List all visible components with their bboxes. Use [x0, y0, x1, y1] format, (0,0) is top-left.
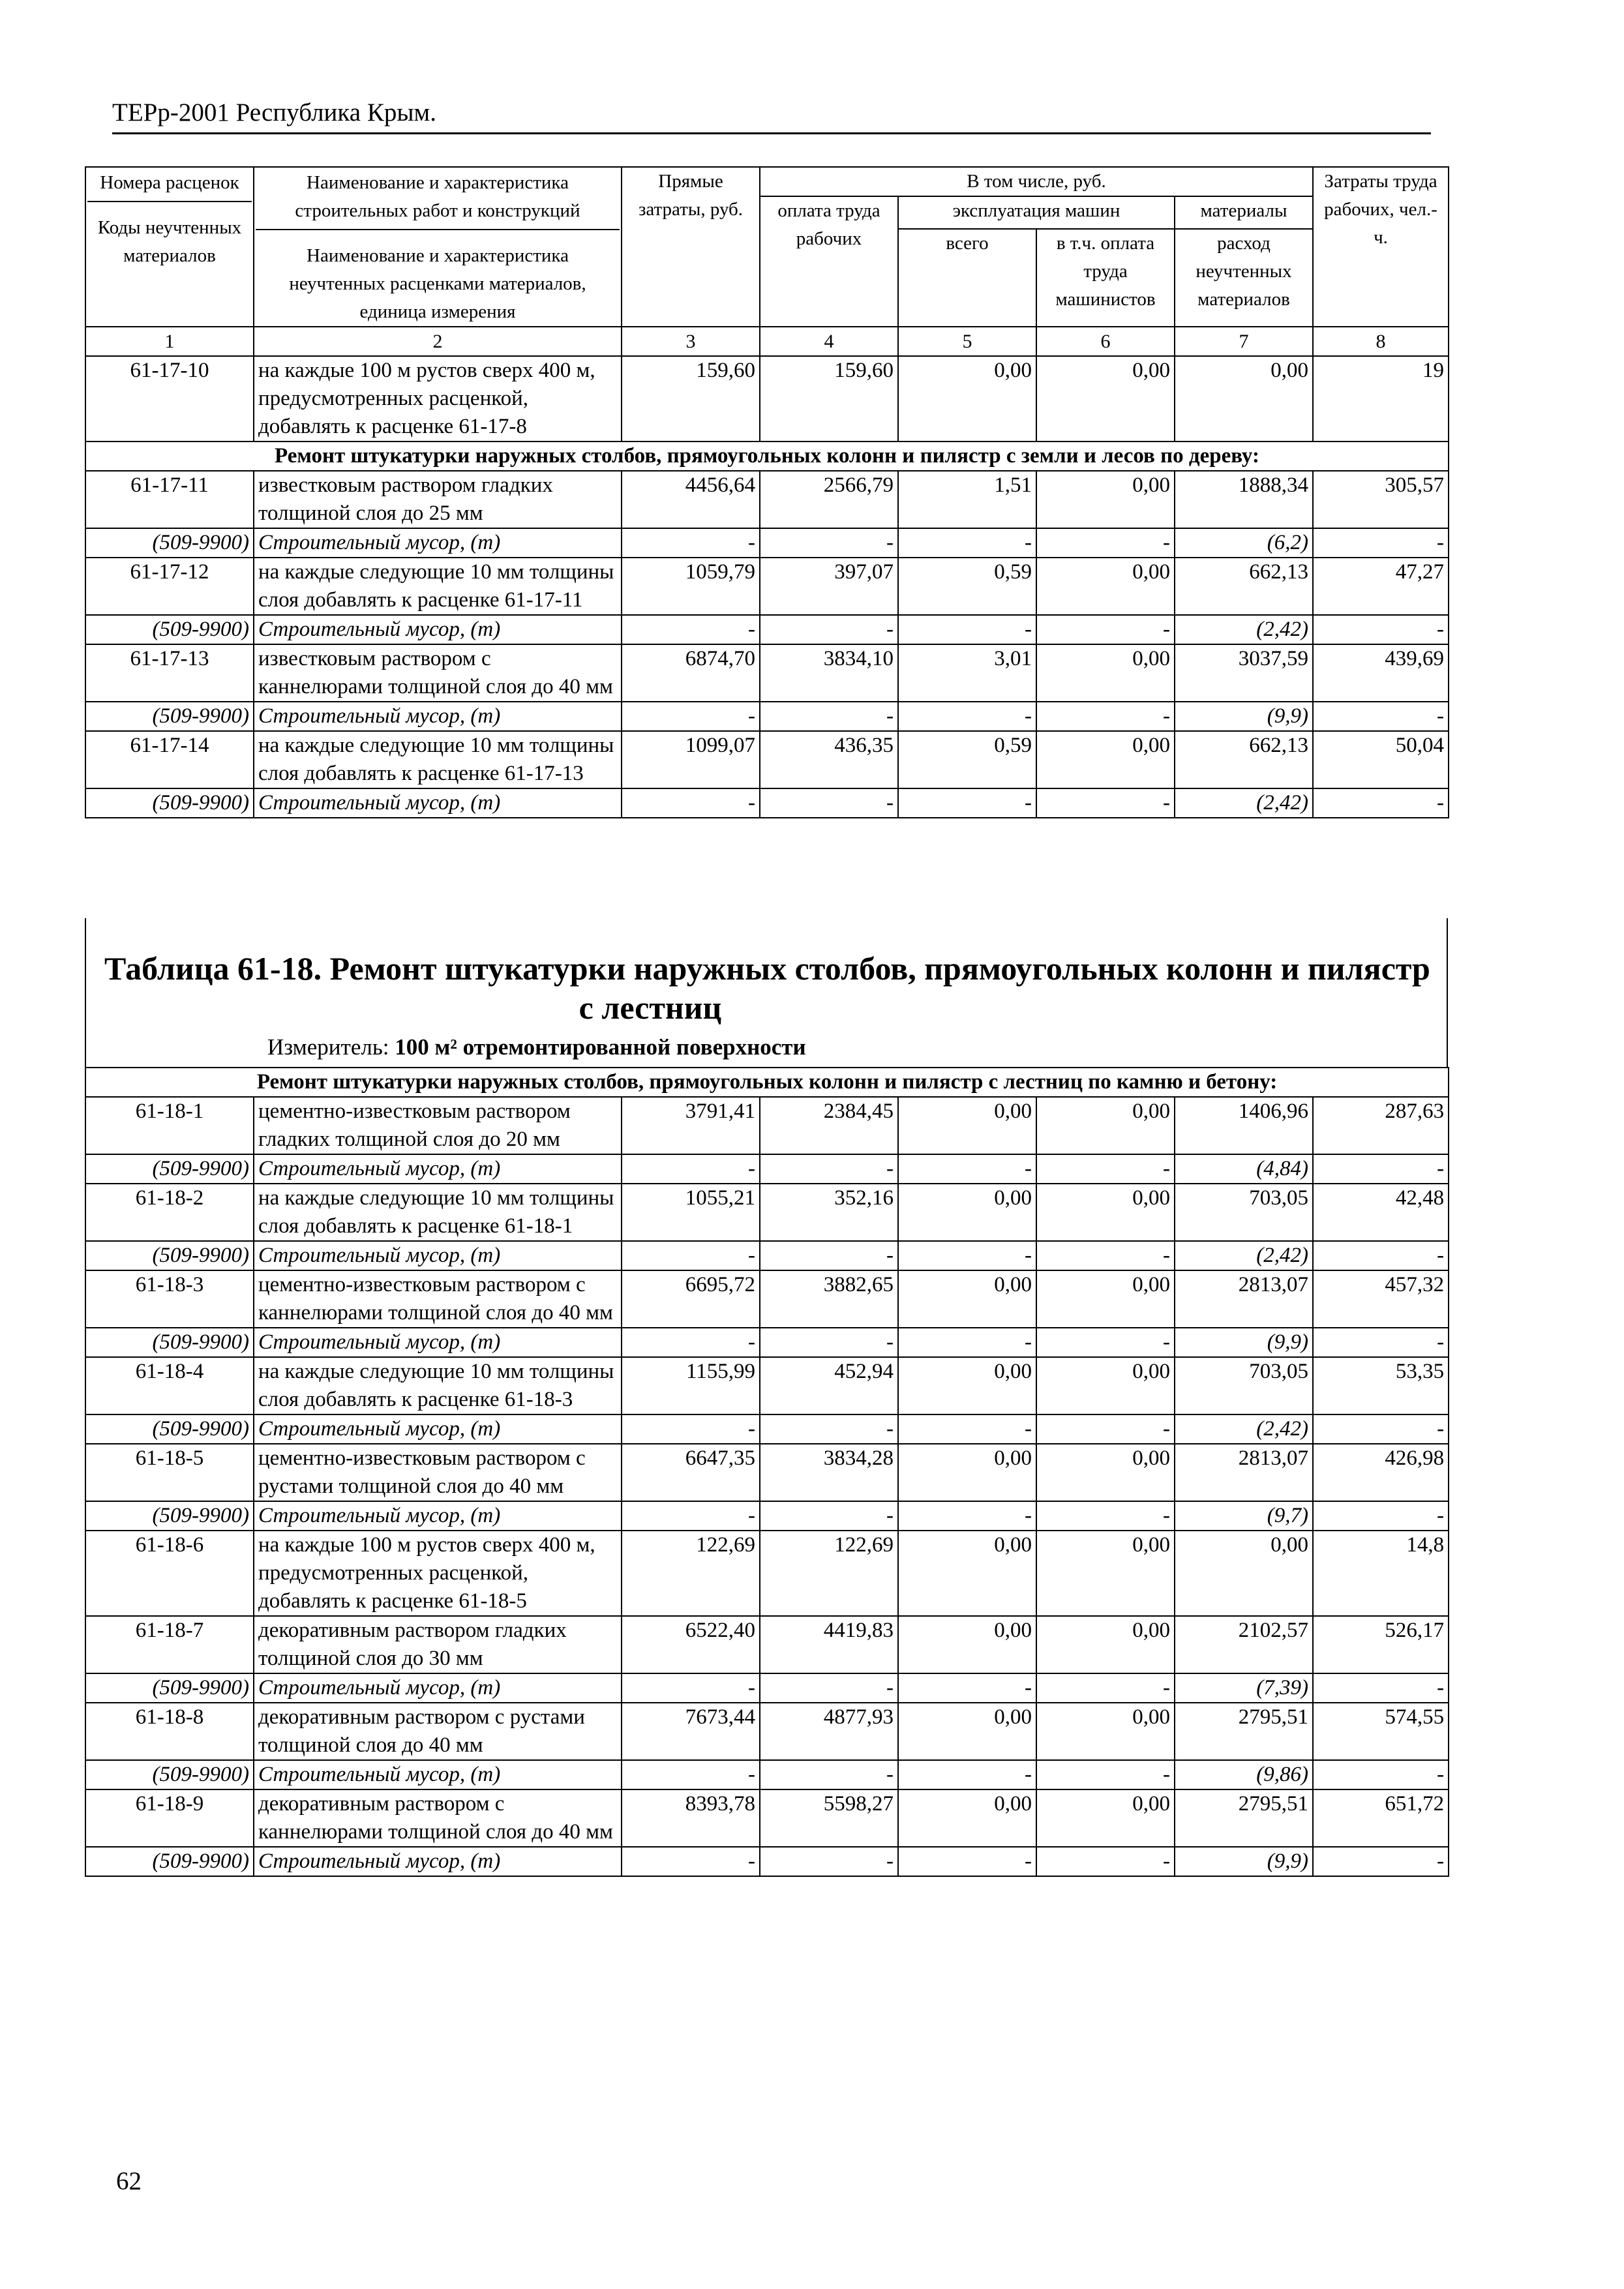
material-value: -: [760, 1241, 898, 1270]
machinist-cost: 0,00: [1036, 356, 1175, 441]
material-row: [85, 1328, 1449, 1357]
material-row: [85, 528, 1449, 558]
labor-hours: 439,69: [1313, 644, 1449, 702]
rate-row: [85, 1097, 1449, 1154]
rate-row: [85, 558, 1449, 615]
material-value: -: [898, 702, 1036, 731]
rate-row: [85, 1270, 1449, 1328]
material-code: (509-9900): [85, 1501, 254, 1531]
material-value: (9,86): [1175, 1760, 1313, 1789]
material-value: -: [898, 788, 1036, 818]
material-value: (6,2): [1175, 528, 1313, 558]
labor-cost: 436,35: [760, 731, 898, 788]
section-title: Ремонт штукатурки наружных столбов, прямоугольных колонн и пилястр с лестниц по камню и бетону:: [85, 1068, 1449, 1097]
material-code: (509-9900): [85, 1673, 254, 1703]
material-value: -: [898, 528, 1036, 558]
material-value: -: [898, 1847, 1036, 1876]
col-number: 5: [898, 327, 1036, 356]
materials-cost: 703,05: [1175, 1184, 1313, 1241]
direct-cost: 6522,40: [622, 1616, 760, 1673]
rate-code: 61-18-7: [85, 1616, 254, 1673]
rate-code: 61-18-8: [85, 1703, 254, 1760]
col-number: 2: [254, 327, 622, 356]
material-value: -: [1313, 1847, 1449, 1876]
material-value: -: [622, 1241, 760, 1270]
material-value: -: [898, 1673, 1036, 1703]
material-code: (509-9900): [85, 528, 254, 558]
machine-cost: 0,00: [898, 1616, 1036, 1673]
material-row: [85, 788, 1449, 818]
labor-cost: 3882,65: [760, 1270, 898, 1328]
materials-cost: 662,13: [1175, 731, 1313, 788]
header-rule: [112, 132, 1431, 134]
col-number: 4: [760, 327, 898, 356]
material-row: [85, 1501, 1449, 1531]
material-code: (509-9900): [85, 1241, 254, 1270]
rate-name: цементно-известковым раствором с каннелюрами толщиной слоя до 40 мм: [254, 1270, 622, 1328]
rate-name: на каждые 100 м рустов сверх 400 м, предусмотренных расценкой, добавлять к расценке 61-18-5: [254, 1531, 622, 1616]
rate-name: известковым раствором гладких толщиной слоя до 25 мм: [254, 471, 622, 528]
material-value: -: [898, 1328, 1036, 1357]
measure-value: 100 м² отремонтированной поверхности: [395, 1034, 806, 1060]
material-value: -: [1313, 1673, 1449, 1703]
machine-cost: 1,51: [898, 471, 1036, 528]
material-value: -: [898, 1154, 1036, 1184]
labor-cost: 159,60: [760, 356, 898, 441]
machine-cost: 3,01: [898, 644, 1036, 702]
material-value: -: [760, 1501, 898, 1531]
material-row: [85, 1673, 1449, 1703]
rate-code: 61-18-6: [85, 1531, 254, 1616]
measure-label: Измеритель:: [267, 1034, 389, 1060]
col-header-machines: эксплуатация машин: [898, 196, 1175, 229]
rate-code: 61-18-9: [85, 1789, 254, 1847]
material-value: -: [1036, 528, 1175, 558]
material-value: -: [898, 615, 1036, 644]
machine-cost: 0,00: [898, 356, 1036, 441]
materials-cost: 2813,07: [1175, 1270, 1313, 1328]
machine-cost: 0,00: [898, 1703, 1036, 1760]
rate-row: [85, 1616, 1449, 1673]
machinist-cost: 0,00: [1036, 1357, 1175, 1414]
machinist-cost: 0,00: [1036, 1097, 1175, 1154]
material-name: Строительный мусор, (т): [254, 1760, 622, 1789]
labor-hours: 42,48: [1313, 1184, 1449, 1241]
material-row: [85, 1760, 1449, 1789]
material-value: -: [622, 1760, 760, 1789]
material-value: -: [1036, 1241, 1175, 1270]
materials-cost: 0,00: [1175, 356, 1313, 441]
material-value: -: [760, 528, 898, 558]
col-header-mat-usage: расход неучтенных материалов: [1175, 229, 1313, 327]
col-number: 3: [622, 327, 760, 356]
material-value: (2,42): [1175, 788, 1313, 818]
material-value: -: [622, 1414, 760, 1444]
material-value: -: [1313, 1501, 1449, 1531]
material-value: -: [1036, 1760, 1175, 1789]
material-value: -: [1313, 788, 1449, 818]
rates-table-top: [85, 166, 1449, 818]
labor-hours: 574,55: [1313, 1703, 1449, 1760]
col-header-codes: [85, 167, 254, 327]
material-value: -: [898, 1760, 1036, 1789]
direct-cost: 1059,79: [622, 558, 760, 615]
rate-name: на каждые следующие 10 мм толщины слоя добавлять к расценке 61-18-3: [254, 1357, 622, 1414]
rate-row: [85, 1184, 1449, 1241]
material-value: -: [760, 1328, 898, 1357]
machinist-cost: 0,00: [1036, 558, 1175, 615]
material-value: -: [1036, 1154, 1175, 1184]
table-title-line1: Таблица 61-18. Ремонт штукатурки наружных столбов, прямоугольных колонн и пилястр: [104, 950, 1430, 987]
rate-code: 61-17-10: [85, 356, 254, 441]
rate-code: 61-17-12: [85, 558, 254, 615]
labor-cost: 452,94: [760, 1357, 898, 1414]
material-code: (509-9900): [85, 702, 254, 731]
machinist-cost: 0,00: [1036, 1789, 1175, 1847]
material-row: [85, 1241, 1449, 1270]
labor-hours: 50,04: [1313, 731, 1449, 788]
machine-cost: 0,00: [898, 1444, 1036, 1501]
section-row: [85, 1068, 1449, 1097]
col-header-codes-bottom: Коды неучтенных материалов: [97, 217, 242, 266]
material-value: -: [1036, 1847, 1175, 1876]
material-value: -: [1313, 1328, 1449, 1357]
machine-cost: 0,00: [898, 1357, 1036, 1414]
rate-row: [85, 1357, 1449, 1414]
material-value: (4,84): [1175, 1154, 1313, 1184]
table-title-block: [85, 918, 1448, 1067]
rate-name: на каждые следующие 10 мм толщины слоя добавлять к расценке 61-17-11: [254, 558, 622, 615]
labor-hours: 53,35: [1313, 1357, 1449, 1414]
material-value: -: [622, 528, 760, 558]
materials-cost: 2102,57: [1175, 1616, 1313, 1673]
rate-code: 61-18-3: [85, 1270, 254, 1328]
material-value: -: [1036, 1501, 1175, 1531]
measure-line: [267, 1034, 806, 1060]
material-value: -: [898, 1501, 1036, 1531]
rate-row: [85, 1444, 1449, 1501]
machinist-cost: 0,00: [1036, 1444, 1175, 1501]
material-row: [85, 1154, 1449, 1184]
material-value: -: [622, 1328, 760, 1357]
direct-cost: 4456,64: [622, 471, 760, 528]
material-value: -: [622, 615, 760, 644]
material-value: -: [622, 1154, 760, 1184]
direct-cost: 3791,41: [622, 1097, 760, 1154]
material-value: -: [1313, 528, 1449, 558]
material-value: -: [1313, 615, 1449, 644]
material-name: Строительный мусор, (т): [254, 788, 622, 818]
material-name: Строительный мусор, (т): [254, 1154, 622, 1184]
material-name: Строительный мусор, (т): [254, 528, 622, 558]
material-code: (509-9900): [85, 1847, 254, 1876]
material-value: -: [1313, 1241, 1449, 1270]
rate-name: декоративным раствором с каннелюрами толщиной слоя до 40 мм: [254, 1789, 622, 1847]
materials-cost: 3037,59: [1175, 644, 1313, 702]
rate-row: [85, 1789, 1449, 1847]
rate-code: 61-17-11: [85, 471, 254, 528]
material-value: (2,42): [1175, 1241, 1313, 1270]
direct-cost: 7673,44: [622, 1703, 760, 1760]
col-header-hours: Затраты труда рабочих, чел.-ч.: [1313, 167, 1449, 327]
rate-row: [85, 1703, 1449, 1760]
material-value: -: [1036, 615, 1175, 644]
labor-hours: 526,17: [1313, 1616, 1449, 1673]
material-code: (509-9900): [85, 1154, 254, 1184]
material-value: -: [622, 702, 760, 731]
material-value: (9,9): [1175, 1847, 1313, 1876]
labor-cost: 2384,45: [760, 1097, 898, 1154]
machine-cost: 0,00: [898, 1531, 1036, 1616]
material-value: (9,7): [1175, 1501, 1313, 1531]
direct-cost: 159,60: [622, 356, 760, 441]
materials-cost: 2795,51: [1175, 1703, 1313, 1760]
machinist-cost: 0,00: [1036, 731, 1175, 788]
machine-cost: 0,00: [898, 1097, 1036, 1154]
rate-code: 61-18-5: [85, 1444, 254, 1501]
col-number: 8: [1313, 327, 1449, 356]
materials-cost: 2813,07: [1175, 1444, 1313, 1501]
col-header-codes-top: Номера расценок: [87, 168, 252, 202]
material-value: -: [1313, 702, 1449, 731]
material-value: -: [898, 1241, 1036, 1270]
material-value: -: [760, 1847, 898, 1876]
col-header-name-top: Наименование и характеристика строительных работ и конструкций: [256, 168, 620, 230]
labor-hours: 19: [1313, 356, 1449, 441]
direct-cost: 1099,07: [622, 731, 760, 788]
material-name: Строительный мусор, (т): [254, 1414, 622, 1444]
rate-row: [85, 471, 1449, 528]
material-name: Строительный мусор, (т): [254, 1673, 622, 1703]
labor-cost: 4877,93: [760, 1703, 898, 1760]
rate-row: [85, 356, 1449, 441]
labor-cost: 3834,10: [760, 644, 898, 702]
material-row: [85, 615, 1449, 644]
machinist-cost: 0,00: [1036, 1184, 1175, 1241]
material-value: (2,42): [1175, 615, 1313, 644]
column-numbers-row: [85, 327, 1449, 356]
material-value: -: [898, 1414, 1036, 1444]
rate-name: цементно-известковым раствором с рустами толщиной слоя до 40 мм: [254, 1444, 622, 1501]
material-value: -: [760, 615, 898, 644]
col-header-labor: оплата труда рабочих: [760, 196, 898, 327]
rate-code: 61-18-2: [85, 1184, 254, 1241]
material-value: -: [1036, 788, 1175, 818]
labor-cost: 2566,79: [760, 471, 898, 528]
labor-cost: 397,07: [760, 558, 898, 615]
labor-hours: 426,98: [1313, 1444, 1449, 1501]
material-name: Строительный мусор, (т): [254, 1501, 622, 1531]
labor-hours: 457,32: [1313, 1270, 1449, 1328]
rate-code: 61-18-1: [85, 1097, 254, 1154]
material-value: -: [1036, 1328, 1175, 1357]
material-value: -: [622, 788, 760, 818]
rate-name: цементно-известковым раствором гладких толщиной слоя до 20 мм: [254, 1097, 622, 1154]
material-row: [85, 1847, 1449, 1876]
labor-cost: 122,69: [760, 1531, 898, 1616]
material-value: -: [760, 1414, 898, 1444]
col-header-incl: В том числе, руб.: [760, 167, 1313, 196]
material-code: (509-9900): [85, 615, 254, 644]
rate-name: известковым раствором с каннелюрами толщиной слоя до 40 мм: [254, 644, 622, 702]
machine-cost: 0,59: [898, 731, 1036, 788]
materials-cost: 1406,96: [1175, 1097, 1313, 1154]
col-header-materials: материалы: [1175, 196, 1313, 229]
rate-row: [85, 644, 1449, 702]
material-row: [85, 1414, 1449, 1444]
labor-hours: 47,27: [1313, 558, 1449, 615]
machine-cost: 0,59: [898, 558, 1036, 615]
machinist-cost: 0,00: [1036, 1270, 1175, 1328]
labor-hours: 14,8: [1313, 1531, 1449, 1616]
material-name: Строительный мусор, (т): [254, 1847, 622, 1876]
machinist-cost: 0,00: [1036, 644, 1175, 702]
direct-cost: 1055,21: [622, 1184, 760, 1241]
material-value: -: [760, 1673, 898, 1703]
material-value: -: [760, 1154, 898, 1184]
material-value: (9,9): [1175, 702, 1313, 731]
direct-cost: 6874,70: [622, 644, 760, 702]
labor-hours: 287,63: [1313, 1097, 1449, 1154]
direct-cost: 6647,35: [622, 1444, 760, 1501]
material-name: Строительный мусор, (т): [254, 615, 622, 644]
col-number: 6: [1036, 327, 1175, 356]
direct-cost: 122,69: [622, 1531, 760, 1616]
labor-hours: 305,57: [1313, 471, 1449, 528]
material-code: (509-9900): [85, 1760, 254, 1789]
material-value: -: [622, 1501, 760, 1531]
material-code: (509-9900): [85, 788, 254, 818]
direct-cost: 1155,99: [622, 1357, 760, 1414]
page-header-title: ТЕРр-2001 Республика Крым.: [112, 98, 436, 127]
direct-cost: 6695,72: [622, 1270, 760, 1328]
material-value: -: [760, 1760, 898, 1789]
machine-cost: 0,00: [898, 1789, 1036, 1847]
labor-cost: 4419,83: [760, 1616, 898, 1673]
rate-code: 61-17-13: [85, 644, 254, 702]
section-row: [85, 441, 1449, 471]
material-code: (509-9900): [85, 1328, 254, 1357]
material-value: (2,42): [1175, 1414, 1313, 1444]
material-name: Строительный мусор, (т): [254, 702, 622, 731]
rates-table-bottom: [85, 1067, 1449, 1877]
machine-cost: 0,00: [898, 1184, 1036, 1241]
material-value: -: [760, 702, 898, 731]
material-name: Строительный мусор, (т): [254, 1241, 622, 1270]
labor-cost: 352,16: [760, 1184, 898, 1241]
table-title-line2-wrap: [86, 989, 1449, 1026]
machinist-cost: 0,00: [1036, 1703, 1175, 1760]
material-value: -: [1313, 1414, 1449, 1444]
material-value: (7,39): [1175, 1673, 1313, 1703]
rate-code: 61-18-4: [85, 1357, 254, 1414]
table-title-line2: с лестниц: [579, 989, 722, 1026]
materials-cost: 703,05: [1175, 1357, 1313, 1414]
material-value: -: [1036, 1414, 1175, 1444]
rate-name: на каждые 100 м рустов сверх 400 м, предусмотренных расценкой, добавлять к расценке 61-17-8: [254, 356, 622, 441]
col-header-name: [254, 167, 622, 327]
machinist-cost: 0,00: [1036, 1616, 1175, 1673]
labor-cost: 5598,27: [760, 1789, 898, 1847]
material-value: -: [1313, 1760, 1449, 1789]
material-code: (509-9900): [85, 1414, 254, 1444]
material-name: Строительный мусор, (т): [254, 1328, 622, 1357]
col-header-mach-total: всего: [898, 229, 1036, 327]
material-value: -: [622, 1673, 760, 1703]
machinist-cost: 0,00: [1036, 471, 1175, 528]
material-value: -: [1036, 702, 1175, 731]
col-number: 7: [1175, 327, 1313, 356]
material-value: -: [622, 1847, 760, 1876]
col-header-direct: Прямые затраты, руб.: [622, 167, 760, 327]
section-title: Ремонт штукатурки наружных столбов, прямоугольных колонн и пилястр с земли и лесов по дереву:: [85, 441, 1449, 471]
labor-hours: 651,72: [1313, 1789, 1449, 1847]
materials-cost: 2795,51: [1175, 1789, 1313, 1847]
rate-name: на каждые следующие 10 мм толщины слоя добавлять к расценке 61-18-1: [254, 1184, 622, 1241]
materials-cost: 0,00: [1175, 1531, 1313, 1616]
material-value: -: [1313, 1154, 1449, 1184]
rate-row: [85, 731, 1449, 788]
material-value: (9,9): [1175, 1328, 1313, 1357]
material-value: -: [760, 788, 898, 818]
page-number: 62: [116, 2167, 142, 2195]
materials-cost: 1888,34: [1175, 471, 1313, 528]
rate-name: на каждые следующие 10 мм толщины слоя добавлять к расценке 61-17-13: [254, 731, 622, 788]
machinist-cost: 0,00: [1036, 1531, 1175, 1616]
rate-name: декоративным раствором гладких толщиной слоя до 30 мм: [254, 1616, 622, 1673]
rate-row: [85, 1531, 1449, 1616]
materials-cost: 662,13: [1175, 558, 1313, 615]
col-number: 1: [85, 327, 254, 356]
machine-cost: 0,00: [898, 1270, 1036, 1328]
direct-cost: 8393,78: [622, 1789, 760, 1847]
labor-cost: 3834,28: [760, 1444, 898, 1501]
col-header-mach-labor: в т.ч. оплата труда машинистов: [1036, 229, 1175, 327]
rate-name: декоративным раствором с рустами толщиной слоя до 40 мм: [254, 1703, 622, 1760]
material-value: -: [1036, 1673, 1175, 1703]
material-row: [85, 702, 1449, 731]
col-header-name-bottom: Наименование и характеристика неучтенных расценками материалов, единица измерения: [289, 245, 586, 322]
rate-code: 61-17-14: [85, 731, 254, 788]
